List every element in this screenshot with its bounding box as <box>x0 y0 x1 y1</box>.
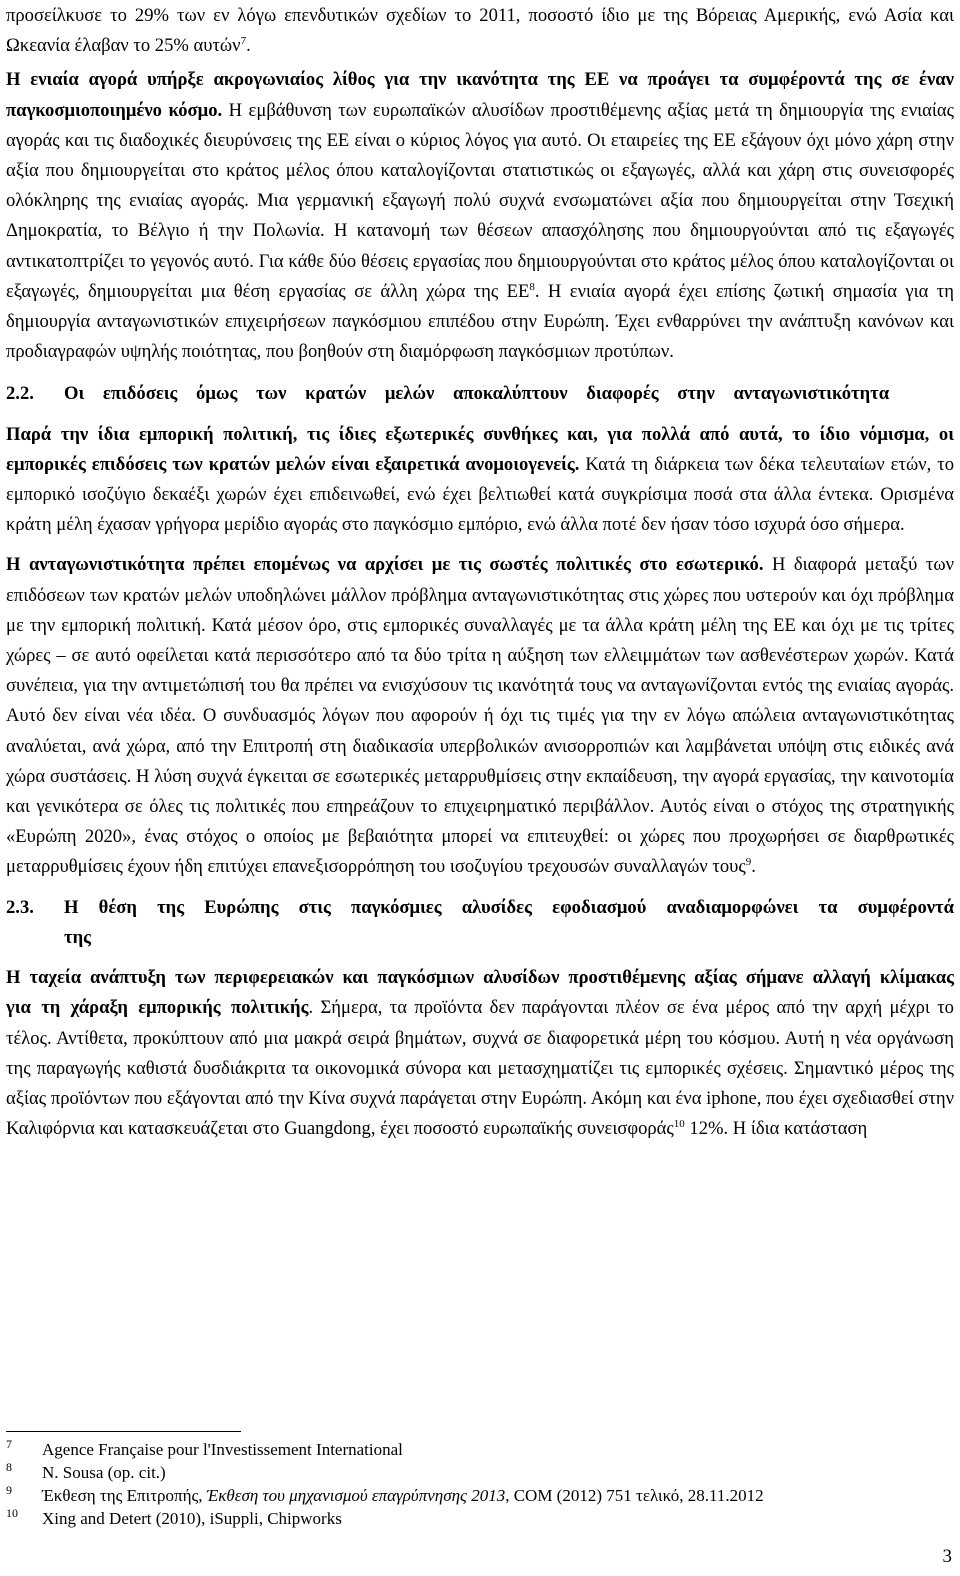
paragraph-5: Η ταχεία ανάπτυξη των περιφερειακών και παγκόσμιων αλυσίδων προστιθέμενης αξίας σήμανε αλλαγή κλίμακας για τη χάραξη εμπορικής πολιτικής. Σήμερα, τα προϊόντα δεν παράγονται πλέον σε ένα μέρος από την αρχή μέχρι το τέλος. Αντίθετα, προκύπτουν από μια μακρά σειρά βημάτων, συχνά σε διαφορετικά μέρη του κόσμου. Αυτή η νέα οργάνωση της παραγωγής καθιστά δυσδιάκριτα τα οικονομικά σύνορα και μετασχηματίζει τις εμπορικές σχέσεις. Σημαντικό μέρος της αξίας προϊόντων που εξάγονται από την Κίνα συχνά παράγεται στην Ευρώπη. Ακόμη και ένα iphone, που έχει σχεδιασθεί στην Καλιφόρνια και κατασκευάζεται στο Guangdong, έχει ποσοστό ευρωπαϊκής συνεισφοράς$^{10}$ 12%. Η ίδια κατάσταση <box>6 967 954 1140</box>
paragraph-4: Η ανταγωνιστικότητα πρέπει επομένως να αρχίσει με τις σωστές πολιτικές στο εσωτερικό. Η διαφορά μεταξύ των επιδόσεων των κρατών μελών υποδηλώνει μάλλον πρόβλημα ανταγωνιστικότητας στις χώρες που υστερούν και όχι πρόβλημα με την εμπορική πολιτική. Κατά μέσον όρο, στις εμπορικές συναλλαγές με τα άλλα κράτη μέλη της ΕΕ και όχι με τις τρίτες χώρες – σε αυτό οφείλεται κατά περισσότερο από τα δύο τρίτα η αύξηση των ελλειμμάτων των ασθενέστερων χωρών. Κατά συνέπεια, για την αντιμετώπισή του θα πρέπει να ενισχύσουν τις ικανότητά τους να ανταγωνίζονται εντός της ενιαίας αγοράς. Αυτό δεν είναι νέα ιδέα. Ο συνδυασμός λόγων που αφορούν ή όχι τις τιμές για την εν λόγω απώλεια ανταγωνιστικότητας αναλύεται, ανά χώρα, από την Επιτροπή στη διαδικασία υπερβολικών ανισορροπιών και λαμβάνεται υπόψη στις ειδικές ανά χώρα συστάσεις. Η λύση συχνά έγκειται σε εσωτερικές μεταρρυθμίσεις στην εκπαίδευση, την αγορά εργασίας, την καινοτομία και γενικότερα σε όλες τις πολιτικές που επηρεάζουν το επιχειρηματικό περιβάλλον. Αυτός είναι ο στόχος της στρατηγικής «Ευρώπη 2020», ένας στόχος ο οποίος με βεβαιότητα μπορεί να επιτευχθεί: οι χώρες που προχωρήσει σε διαρθρωτικές μεταρρυθμίσεις έχουν ήδη επιτύχει επανεξισορρόπηση του ισοζυγίου τρεχουσών συναλλαγών τους$^9$. <box>6 554 954 878</box>
footnote-number: 10 <box>6 1506 18 1520</box>
section-title: Οι επιδόσεις όμως των κρατών μελών αποκαλύπτουν διαφορές στην ανταγωνιστικότητα <box>64 383 890 405</box>
page-number: 3 <box>942 1546 952 1567</box>
section-title: Η θέση της Ευρώπης στις παγκόσμιες αλυσίδες εφοδιασμού αναδιαμορφώνει τα συμφέροντά της <box>64 896 954 948</box>
footnote-text: Agence Française pour l'Investissement International <box>42 1440 403 1459</box>
footnote-number: 7 <box>6 1437 12 1451</box>
footnote <box>6 1507 954 1530</box>
paragraph-5-bold: Η ταχεία ανάπτυξη των περιφερειακών και παγκόσμιων αλυσίδων προστιθέμενης αξίας σήμανε αλλαγή κλίμακας για τη χάραξη εμπορικής πολιτικής <box>6 967 954 1019</box>
paragraph-2-bold: Η ενιαία αγορά υπήρξε ακρογωνιαίος λίθος για την ικανότητα της ΕΕ να προάγει τα συμφέροντά της σε έναν παγκοσμιοποιημένο κόσμο. <box>6 69 954 121</box>
paragraph-4-bold: Η ανταγωνιστικότητα πρέπει επομένως να αρχίσει με τις σωστές πολιτικές στο εσωτερικό. <box>6 554 764 576</box>
footnote-ref-8: 8 <box>529 280 535 293</box>
section-heading-2-2 <box>6 379 954 409</box>
footnote-text: Έκθεση της Επιτροπής, Έκθεση του μηχανισμού επαγρύπνησης 2013, COM (2012) 751 τελικό, 28.11.2012 <box>42 1486 764 1505</box>
paragraph-3-bold: Παρά την ίδια εμπορική πολιτική, τις ίδιες εξωτερικές συνθήκες και, για πολλά από αυτά, το ίδιο νόμισμα, οι εμπορικές επιδόσεις των κρατών μελών είναι εξαιρετικά ανομοιογενείς. <box>6 423 954 475</box>
footnote-ref-10: 10 <box>673 1117 685 1130</box>
footnote-ref-7: 7 <box>240 35 247 48</box>
footnote-text: N. Sousa (op. cit.) <box>42 1463 166 1482</box>
footnote <box>6 1484 954 1507</box>
footnote <box>6 1461 954 1484</box>
section-number: 2.3. <box>6 896 34 918</box>
footnote <box>6 1438 954 1461</box>
document-page <box>6 0 954 1144</box>
paragraph-1: προσείλκυσε το 29% των εν λόγω επενδυτικών σχεδίων το 2011, ποσοστό ίδιο με της Βόρειας Αμερικής, ενώ Ασία και Ωκεανία έλαβαν το 25% αυτών$^7$. <box>6 5 954 57</box>
section-number: 2.2. <box>6 383 34 405</box>
footnote-separator <box>6 1431 241 1432</box>
footnote-number: 8 <box>6 1460 12 1474</box>
section-heading-2-3 <box>6 893 954 953</box>
footnotes <box>6 1438 954 1530</box>
footnote-text: Xing and Detert (2010), iSuppli, Chipworks <box>42 1509 342 1528</box>
footnote-number: 9 <box>6 1483 12 1497</box>
paragraph-2: Η ενιαία αγορά υπήρξε ακρογωνιαίος λίθος για την ικανότητα της ΕΕ να προάγει τα συμφέροντά της σε έναν παγκοσμιοποιημένο κόσμο. Η εμβάθυνση των ευρωπαϊκών αλυσίδων προστιθέμενης αξίας μετά τη δημιουργία της ενιαίας αγοράς και τις διαδοχικές διευρύνσεις της ΕΕ είναι ο κύριος λόγος για αυτό. Οι εταιρείες της ΕΕ εξάγουν όχι μόνο χάρη στην αξία που δημιουργείται στο κράτος μέλος όπου καταλογίζονται στατιστικώς οι εξαγωγές, αλλά και χάρη στις συνεισφορές ολόκληρης της ενιαίας αγοράς. Μια γερμανική εξαγωγή πολύ συχνά ενσωματώνει αξία που δημιουργείται στην Τσεχική Δημοκρατία, το Βέλγιο ή την Πολωνία. Η κατανομή των θέσεων απασχόλησης που δημιουργούνται από τις εξαγωγές αντικατοπτρίζει το γεγονός αυτό. Για κάθε δύο θέσεις εργασίας που δημιουργούνται στο κράτος μέλος όπου καταλογίζονται οι εξαγωγές, δημιουργείται μια θέση εργασίας σε άλλη χώρα της $EE^8$. Η ενιαία αγορά έχει επίσης ζωτική σημασία για τη δημιουργία ανταγωνιστικών επιχειρήσεων παγκόσμιου επιπέδου στην Ευρώπη. Έχει ενθαρρύνει την ανάπτυξη κανόνων και προδιαγραφών υψηλής ποιότητας, που βοηθούν στη διαμόρφωση παγκόσμιων προτύπων. <box>6 69 954 363</box>
paragraph-3: Παρά την ίδια εμπορική πολιτική, τις ίδιες εξωτερικές συνθήκες και, για πολλά από αυτά, το ίδιο νόμισμα, οι εμπορικές επιδόσεις των κρατών μελών είναι εξαιρετικά ανομοιογενείς. Κατά τη διάρκεια των δέκα τελευταίων ετών, το εμπορικό ισοζύγιο δεκαέξι χωρών έχει επιδεινωθεί, ενώ έχει βελτιωθεί κατά συγκρίσιμα ποσά στα άλλα έντεκα. Ορισμένα κράτη μέλη έχασαν γρήγορα μερίδιο αγοράς στο παγκόσμιο εμπόριο, ενώ άλλα ποτέ δεν ήσαν τόσο ισχυρά όσο σήμερα. <box>6 423 954 536</box>
footnote-ref-9: 9 <box>745 856 752 869</box>
